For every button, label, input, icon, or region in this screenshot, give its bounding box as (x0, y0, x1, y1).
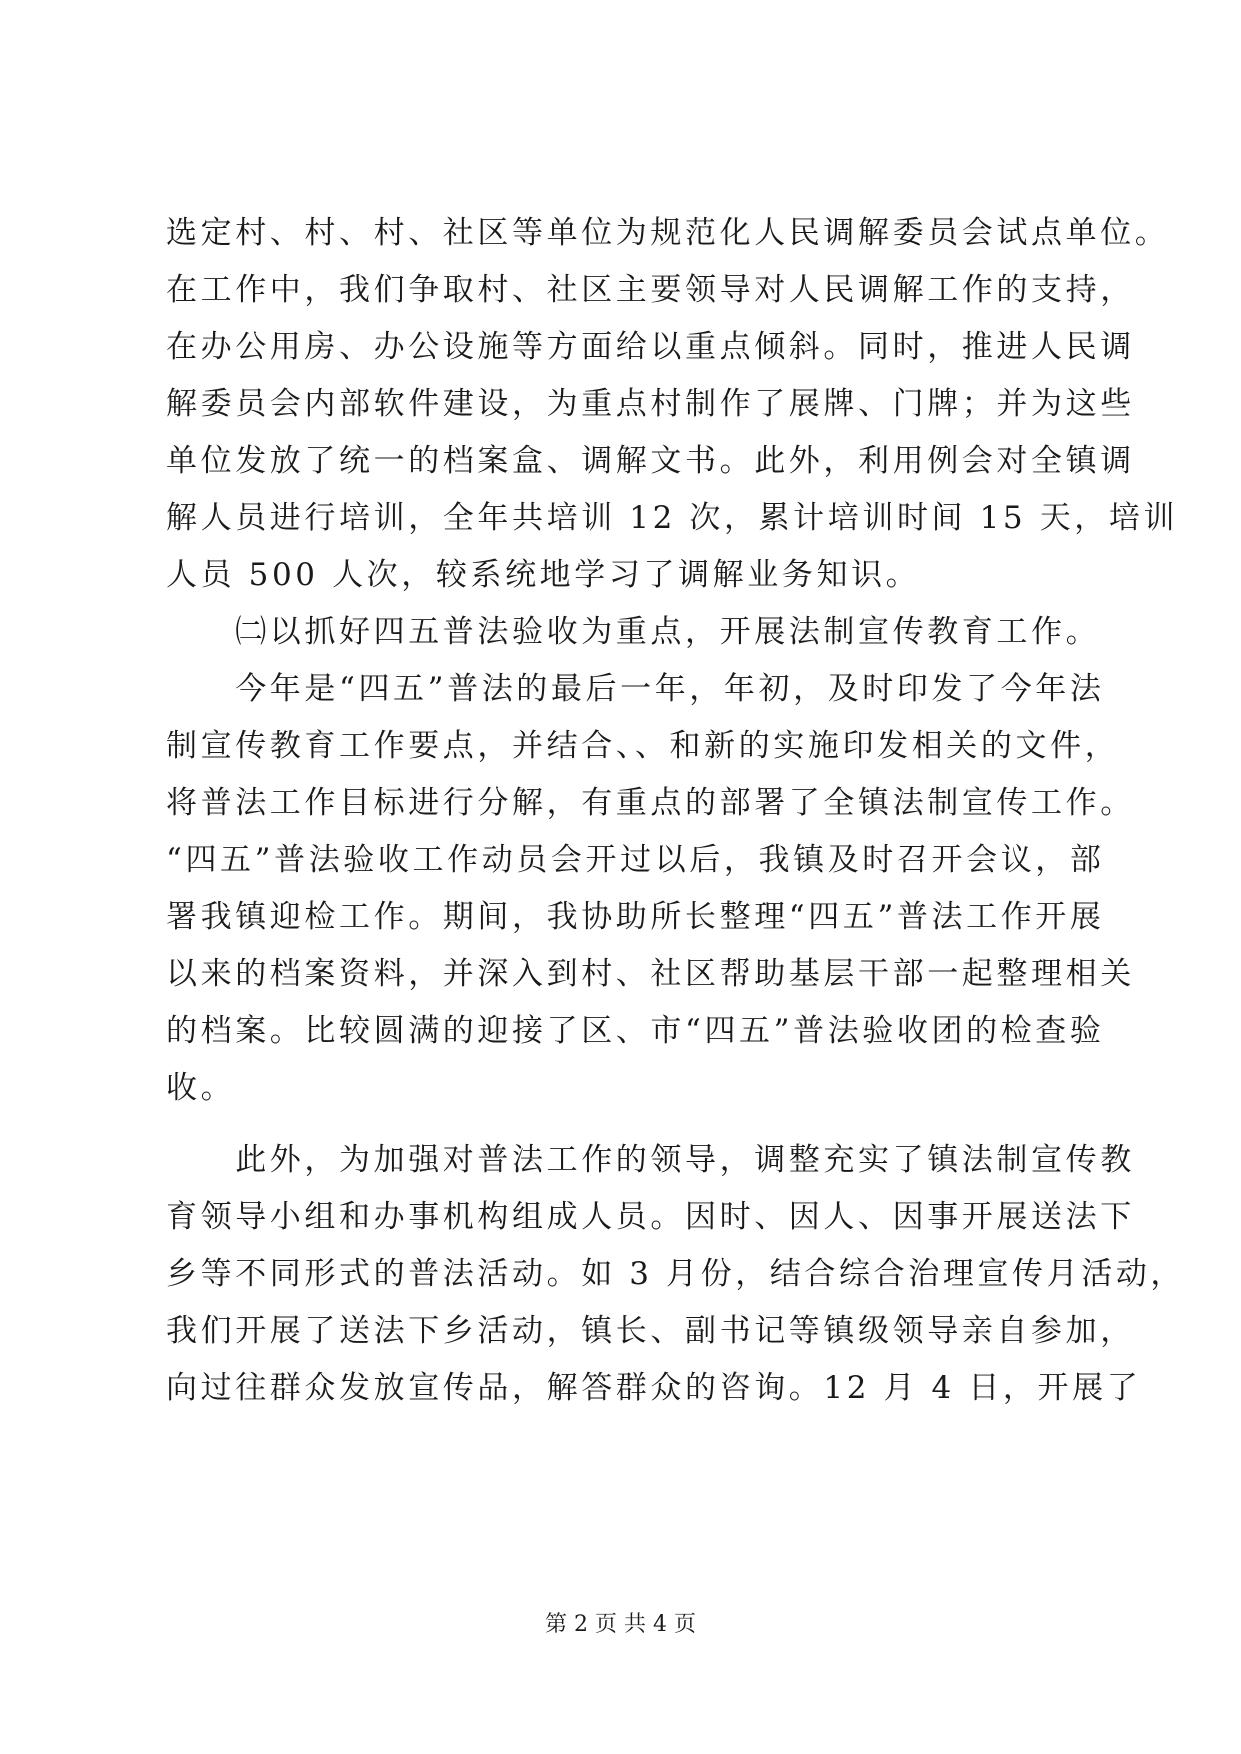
body-line-12: “四五”普法验收工作动员会开过以后，我镇及时召开会议，部 (166, 842, 1105, 878)
body-line-5: 单位发放了统一的档案盒、调解文书。此外，利用例会对全镇调 (166, 443, 1135, 479)
body-line-15: 的档案。比较圆满的迎接了区、市“四五”普法验收团的检查验 (166, 1013, 1105, 1049)
section-heading: ㈡以抓好四五普法验收为重点，开展法制宣传教育工作。 (166, 614, 1101, 650)
body-line-9: 今年是“四五”普法的最后一年，年初，及时印发了今年法 (166, 671, 1105, 707)
body-line-20: 我们开展了送法下乡活动，镇长、副书记等镇级领导亲自参加， (166, 1313, 1135, 1349)
body-line-18: 育领导小组和办事机构组成人员。因时、因人、因事开展送法下 (166, 1199, 1135, 1235)
body-line-10: 制宣传教育工作要点，并结合、、和新的实施印发相关的文件， (166, 728, 1120, 764)
body-line-3: 在办公用房、办公设施等方面给以重点倾斜。同时，推进人民调 (166, 329, 1135, 365)
body-line-19: 乡等不同形式的普法活动。如 3 月份，结合综合治理宣传月活动， (166, 1256, 1186, 1292)
body-line-13: 署我镇迎检工作。期间，我协助所长整理“四五”普法工作开展 (166, 899, 1105, 935)
page-footer: 第 2 页 共 4 页 (545, 1612, 696, 1637)
body-line-6: 解人员进行培训，全年共培训 12 次，累计培训时间 15 天，培训 (166, 500, 1179, 536)
body-line-1: 选定村、村、村、社区等单位为规范化人民调解委员会试点单位。 (166, 215, 1170, 251)
body-line-4: 解委员会内部软件建设，为重点村制作了展牌、门牌；并为这些 (166, 386, 1135, 422)
body-line-7: 人员 500 人次，较系统地学习了调解业务知识。 (166, 557, 921, 593)
body-line-11: 将普法工作目标进行分解，有重点的部署了全镇法制宣传工作。 (166, 785, 1135, 821)
body-line-14: 以来的档案资料，并深入到村、社区帮助基层干部一起整理相关 (166, 956, 1135, 992)
body-line-17: 此外，为加强对普法工作的领导，调整充实了镇法制宣传教 (166, 1142, 1135, 1178)
body-line-21: 向过往群众发放宣传品，解答群众的咨询。12 月 4 日，开展了 (166, 1370, 1142, 1406)
body-line-2: 在工作中，我们争取村、社区主要领导对人民调解工作的支持， (166, 272, 1135, 308)
body-line-16: 收。 (166, 1070, 236, 1106)
